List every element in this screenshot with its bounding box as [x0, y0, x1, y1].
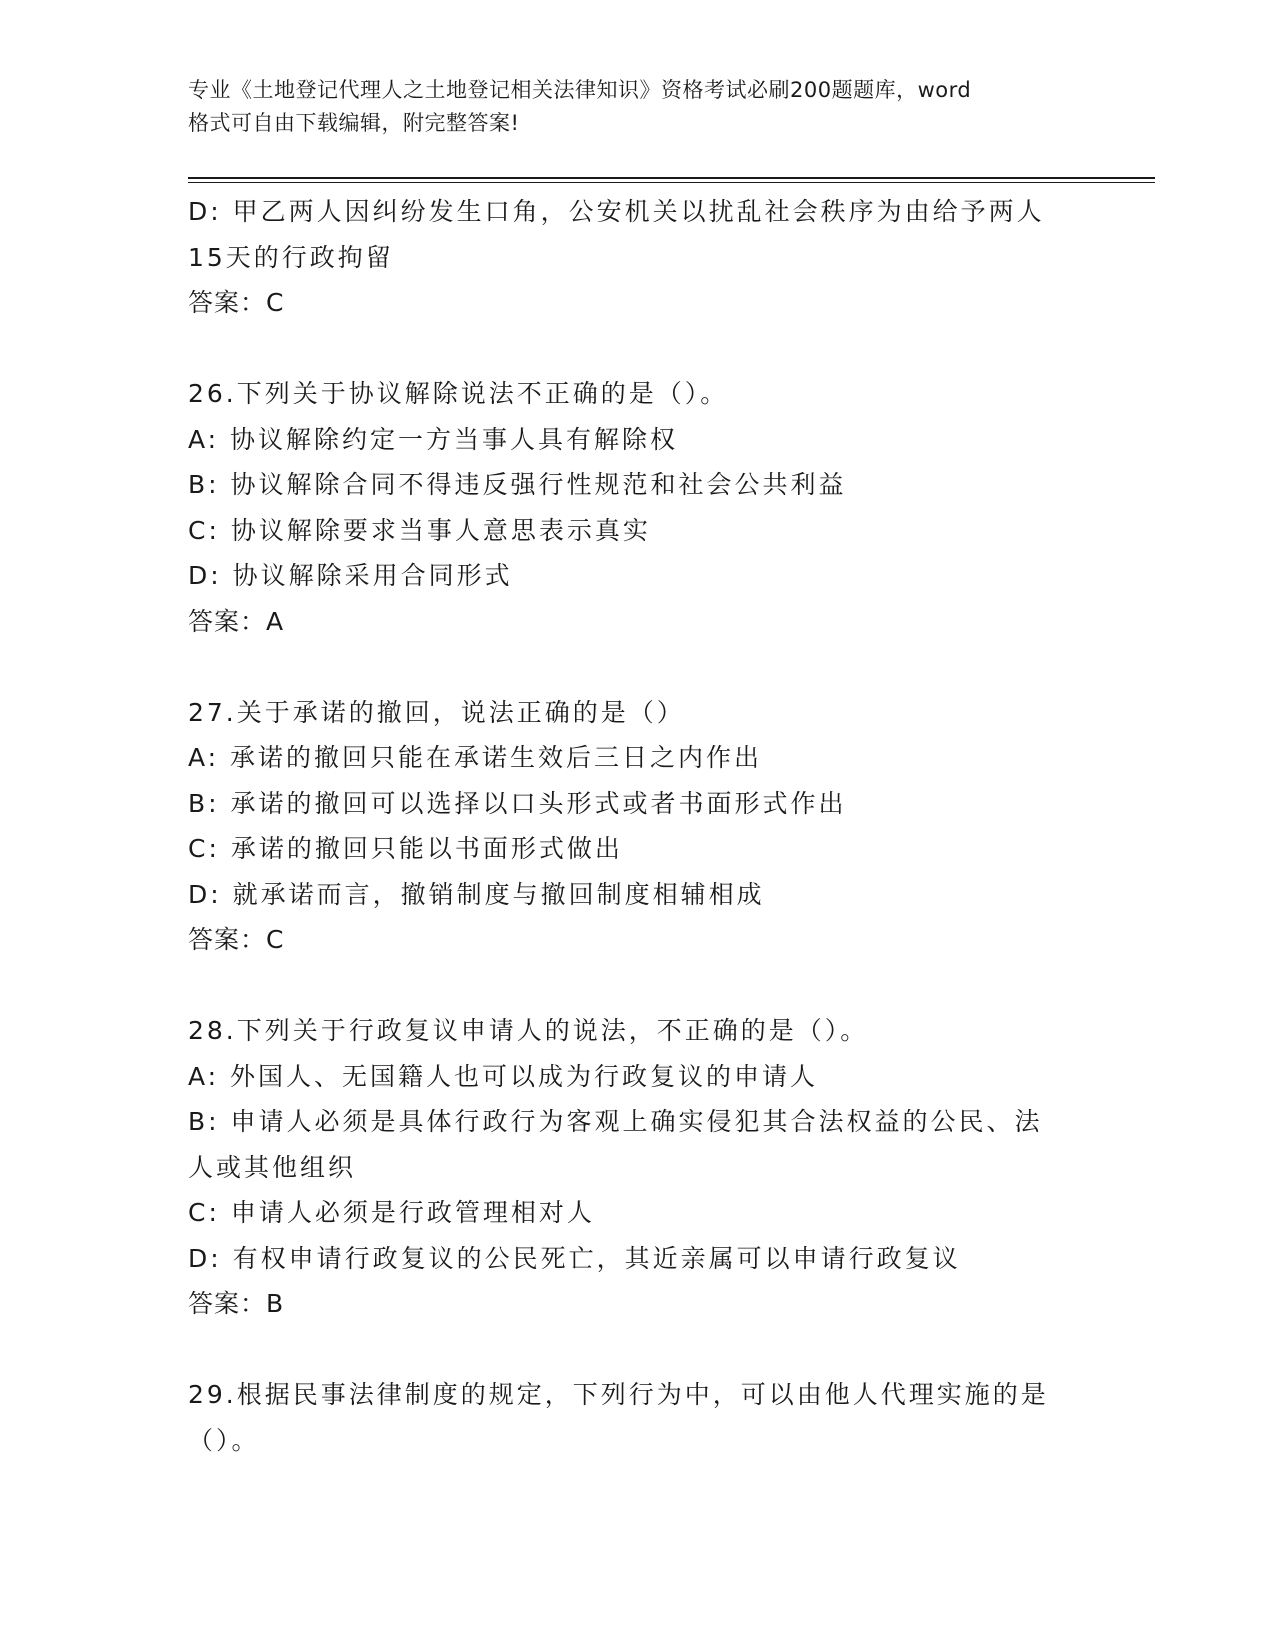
question-stem-line-1: 29.根据民事法律制度的规定，下列行为中，可以由他人代理实施的是	[188, 1380, 1049, 1409]
option-d-line-1: D: 甲乙两人因纠纷发生口角，公安机关以扰乱社会秩序为由给予两人	[188, 197, 1045, 226]
spacer	[188, 644, 1088, 690]
option-b-line-2: 人或其他组织	[188, 1152, 357, 1182]
question-29	[188, 1372, 1088, 1463]
question-stem-line-2: （）。	[188, 1425, 260, 1455]
spacer	[188, 326, 1088, 372]
question-28	[188, 1008, 1088, 1327]
option-a: A: 外国人、无国籍人也可以成为行政复议的申请人	[188, 1061, 819, 1091]
answer: 答案：C	[188, 288, 285, 317]
question-stem: 27.关于承诺的撤回，说法正确的是（）	[188, 697, 685, 727]
question-stem: 28.下列关于行政复议申请人的说法，不正确的是（）。	[188, 1016, 869, 1045]
document-header	[188, 74, 1088, 140]
answer: 答案：C	[188, 925, 285, 954]
option-d: D: 协议解除采用合同形式	[188, 561, 513, 590]
option-c: C: 协议解除要求当事人意思表示真实	[188, 515, 651, 545]
option-b: B: 承诺的撤回可以选择以口头形式或者书面形式作出	[188, 788, 847, 818]
header-line-2: 格式可自由下载编辑，附完整答案!	[188, 111, 520, 135]
header-divider-thin	[188, 182, 1155, 183]
option-a: A: 协议解除约定一方当事人具有解除权	[188, 424, 679, 454]
question-stem: 26.下列关于协议解除说法不正确的是（）。	[188, 379, 729, 408]
question-fragment	[188, 189, 1088, 326]
spacer	[188, 963, 1088, 1009]
option-c: C: 承诺的撤回只能以书面形式做出	[188, 834, 623, 863]
option-b-line-1: B: 申请人必须是具体行政行为客观上确实侵犯其合法权益的公民、法	[188, 1107, 1043, 1136]
spacer	[188, 1327, 1088, 1373]
option-d: D: 就承诺而言，撤销制度与撤回制度相辅相成	[188, 879, 765, 909]
option-c: C: 申请人必须是行政管理相对人	[188, 1198, 595, 1227]
option-d-line-2: 15天的行政拘留	[188, 242, 394, 272]
question-26	[188, 371, 1088, 644]
option-b: B: 协议解除合同不得违反强行性规范和社会公共利益	[188, 470, 847, 499]
option-d: D: 有权申请行政复议的公民死亡，其近亲属可以申请行政复议	[188, 1243, 961, 1273]
answer: 答案：A	[188, 606, 285, 636]
answer: 答案：B	[188, 1289, 285, 1318]
option-a: A: 承诺的撤回只能在承诺生效后三日之内作出	[188, 743, 763, 772]
header-divider-thick	[188, 177, 1155, 179]
question-27	[188, 690, 1088, 963]
header-line-1: 专业《土地登记代理人之土地登记相关法律知识》资格考试必刷200题题库，word	[188, 78, 972, 102]
question-content	[188, 189, 1088, 1463]
